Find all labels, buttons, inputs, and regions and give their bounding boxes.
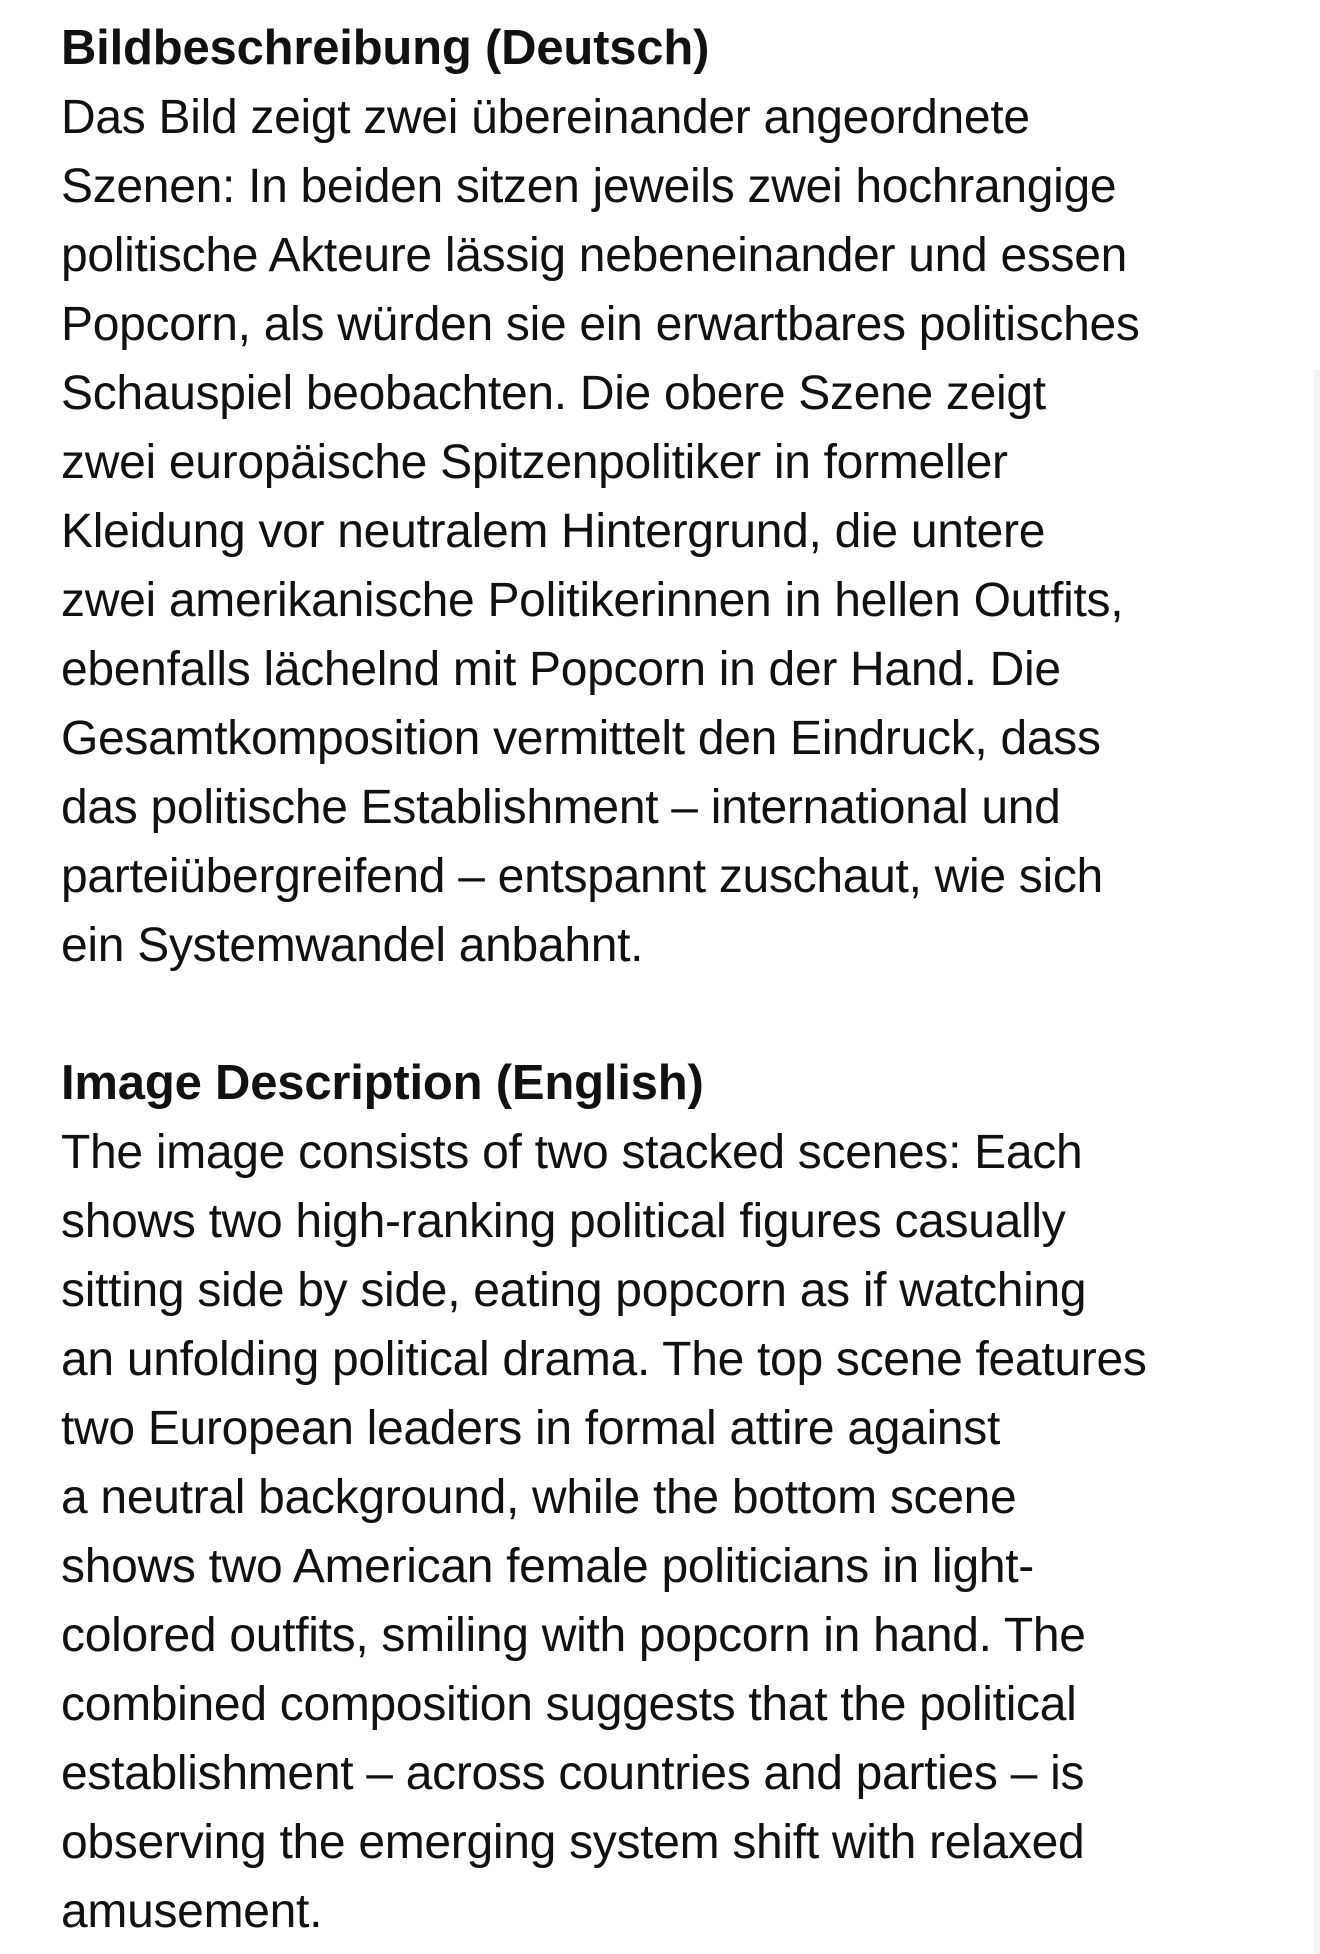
text-line: shows two high-ranking political figures casually	[61, 1195, 1066, 1248]
german-description-section	[61, 14, 1276, 980]
text-line: das politische Establishment – international und	[61, 781, 1061, 834]
text-line: politische Akteure lässig nebeneinander und essen	[61, 229, 1128, 282]
text-line: two European leaders in formal attire against	[61, 1402, 1001, 1455]
text-line: Kleidung vor neutralem Hintergrund, die untere	[61, 505, 1046, 558]
text-line: an unfolding political drama. The top scene features	[61, 1333, 1147, 1386]
text-line: ein Systemwandel anbahnt.	[61, 919, 644, 972]
text-line: zwei europäische Spitzenpolitiker in formeller	[61, 436, 1008, 489]
text-line: Szenen: In beiden sitzen jeweils zwei hochrangige	[61, 160, 1117, 213]
english-description-section	[61, 1049, 1276, 1946]
text-line: colored outfits, smiling with popcorn in hand. The	[61, 1609, 1086, 1662]
text-line: Gesamtkomposition vermittelt den Eindruck, dass	[61, 712, 1101, 765]
text-line: Schauspiel beobachten. Die obere Szene zeigt	[61, 367, 1046, 420]
text-line: a neutral background, while the bottom scene	[61, 1471, 1017, 1524]
english-description-text	[61, 1118, 1276, 1946]
german-description-heading: Bildbeschreibung (Deutsch)	[61, 21, 710, 75]
text-line: parteiübergreifend – entspannt zuschaut, wie sich	[61, 850, 1103, 903]
text-line: The image consists of two stacked scenes: Each	[61, 1126, 1083, 1179]
text-line: establishment – across countries and parties – is	[61, 1747, 1085, 1800]
text-line: observing the emerging system shift with relaxed	[61, 1816, 1085, 1869]
text-line: Das Bild zeigt zwei übereinander angeordnete	[61, 91, 1030, 144]
text-line: Popcorn, als würden sie ein erwartbares politisches	[61, 298, 1140, 351]
text-line: amusement.	[61, 1885, 323, 1938]
document-body	[61, 14, 1276, 1946]
text-line: shows two American female politicians in light-	[61, 1540, 1034, 1593]
english-description-heading: Image Description (English)	[61, 1056, 704, 1110]
text-line: sitting side by side, eating popcorn as if watching	[61, 1264, 1087, 1317]
text-line: zwei amerikanische Politikerinnen in hellen Outfits,	[61, 574, 1124, 627]
text-line: ebenfalls lächelnd mit Popcorn in der Hand. Die	[61, 643, 1061, 696]
text-line: combined composition suggests that the political	[61, 1678, 1077, 1731]
scrollbar-track[interactable]	[1314, 370, 1320, 1954]
paragraph-gap	[61, 980, 1276, 1049]
german-description-text	[61, 83, 1276, 980]
